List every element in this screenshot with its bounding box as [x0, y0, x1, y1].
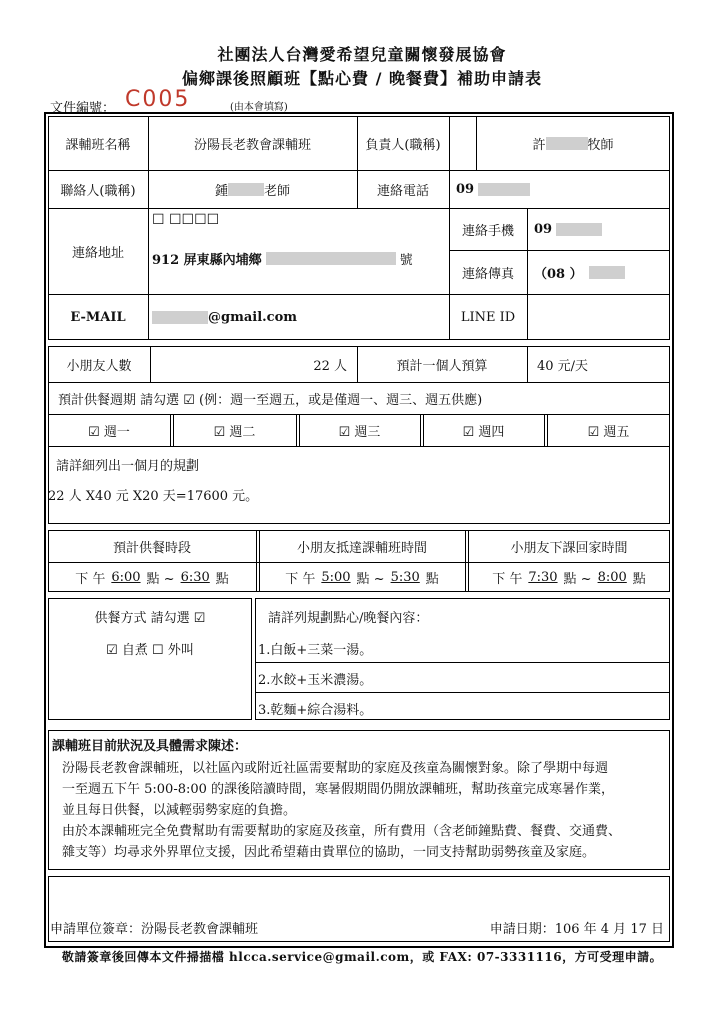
- monthly-plan-label: 請詳細列出一個月的規劃: [56, 458, 200, 474]
- meal-time-header: 預計供餐時段: [112, 540, 191, 556]
- postal-code-boxes: ☐ ☐☐☐☐: [152, 212, 220, 228]
- arrival-time-value: 下 午 5:00 點 ~ 5:30 點: [285, 569, 439, 587]
- monthly-plan-value: 22 人 X40 元 X20 天=17600 元。: [48, 488, 259, 504]
- redacted-block: [589, 266, 625, 279]
- budget-value: 40 元/天: [537, 358, 589, 374]
- address-label: 連絡地址: [71, 245, 124, 261]
- supply-method-value[interactable]: ☑ 自煮 ☐ 外叫: [106, 642, 194, 658]
- address-value: 912 屏東縣內埔鄉 號: [152, 252, 413, 268]
- day-wednesday[interactable]: ☑ 週三: [338, 424, 381, 440]
- status-line-1: 汾陽長老教會課輔班，以社區內或附近社區需要幫助的家庭及孩童為關懷對象。除了學期中每週: [62, 761, 609, 776]
- day-monday[interactable]: ☑ 週一: [88, 424, 130, 440]
- redacted-block: [152, 311, 208, 324]
- status-line-5: 雜支等）均尋求外界單位支援，因此希望藉由貴單位的協助，一同支持幫助弱勢孩童及家庭。: [62, 845, 596, 860]
- children-count-label: 小朋友人數: [66, 358, 132, 374]
- doc-number-value: C005: [125, 87, 191, 112]
- phone-value: 09: [456, 170, 666, 208]
- home-time-value: 下 午 7:30 點 ~ 8:00 點: [492, 569, 646, 587]
- meal-period-instruction: 預計供餐週期 請勾選 ☑ (例：週一至週五，或是僅週一、週三、週五供應): [58, 392, 483, 408]
- email-label: E-MAIL: [70, 309, 126, 325]
- application-date: 申請日期：106 年 4 月 17 日: [489, 921, 664, 937]
- arrival-time-header: 小朋友抵達課輔班時間: [296, 540, 427, 556]
- form-title-org: 社團法人台灣愛希望兒童關懷發展協會: [217, 45, 507, 64]
- mobile-value: 09: [534, 208, 668, 250]
- home-time-header: 小朋友下課回家時間: [510, 540, 628, 556]
- day-tuesday[interactable]: ☑ 週二: [213, 424, 256, 440]
- redacted-block: [546, 137, 588, 150]
- status-label: 課輔班目前狀況及具體需求陳述：: [52, 739, 248, 754]
- fax-label: 連絡傳真: [461, 266, 514, 282]
- doc-number-note: (由本會填寫): [230, 102, 288, 113]
- contact-value: 鍾 老師: [214, 183, 291, 199]
- footer-note: 敬請簽章後回傳本文件掃描檔 hlcca.service@gmail.com，或 FAX: 07-3331116，方可受理申請。: [61, 950, 663, 964]
- redacted-block: [478, 183, 530, 196]
- status-line-3: 並且每日供餐，以減輕弱勢家庭的負擔。: [62, 803, 297, 818]
- status-line-4: 由於本課輔班完全免費幫助有需要幫助的家庭及孩童，所有費用（含老師鐘點費、餐費、交通費、: [62, 824, 622, 839]
- meal-item-3: 3.乾麵+綜合湯料。: [258, 702, 373, 718]
- meal-item-1: 1.白飯+三菜一湯。: [258, 642, 373, 658]
- class-name-value: 汾陽長老教會課輔班: [193, 137, 311, 153]
- applicant-signature: 申請單位簽章：汾陽長老教會課輔班: [50, 921, 259, 937]
- doc-number-label: 文件編號：: [50, 101, 116, 116]
- contact-label: 聯絡人(職稱): [60, 183, 136, 199]
- day-thursday[interactable]: ☑ 週四: [462, 424, 505, 440]
- redacted-block: [556, 223, 602, 236]
- leader-label: 負責人(職稱): [365, 137, 441, 153]
- class-name-label: 課輔班名稱: [65, 137, 131, 153]
- phone-label: 連絡電話: [376, 183, 429, 199]
- mobile-label: 連絡手機: [461, 223, 514, 239]
- meal-item-2: 2.水餃+玉米濃湯。: [258, 672, 373, 688]
- leader-value: 許 牧師: [532, 137, 614, 153]
- meal-time-value: 下 午 6:00 點 ~ 6:30 點: [75, 569, 229, 587]
- email-value: @gmail.com: [152, 294, 447, 340]
- redacted-block: [228, 183, 264, 196]
- supply-method-label: 供餐方式 請勾選 ☑: [94, 610, 206, 626]
- budget-label: 預計一個人預算: [396, 358, 488, 374]
- day-friday[interactable]: ☑ 週五: [587, 424, 630, 440]
- status-line-2: 一至週五下午 5:00-8:00 的課後陪讀時間，寒暑假期間仍開放課輔班，幫助孩童完成寒暑作業，: [62, 782, 615, 797]
- children-count-value: 22 人: [313, 358, 347, 374]
- form-title: 偏鄉課後照顧班【點心費 / 晚餐費】補助申請表: [182, 69, 542, 88]
- line-id-label: LINE ID: [460, 309, 516, 325]
- redacted-block: [266, 252, 396, 265]
- fax-value: （08 ）: [534, 250, 668, 294]
- meal-content-label: 請詳列規劃點心/晚餐內容：: [268, 610, 429, 626]
